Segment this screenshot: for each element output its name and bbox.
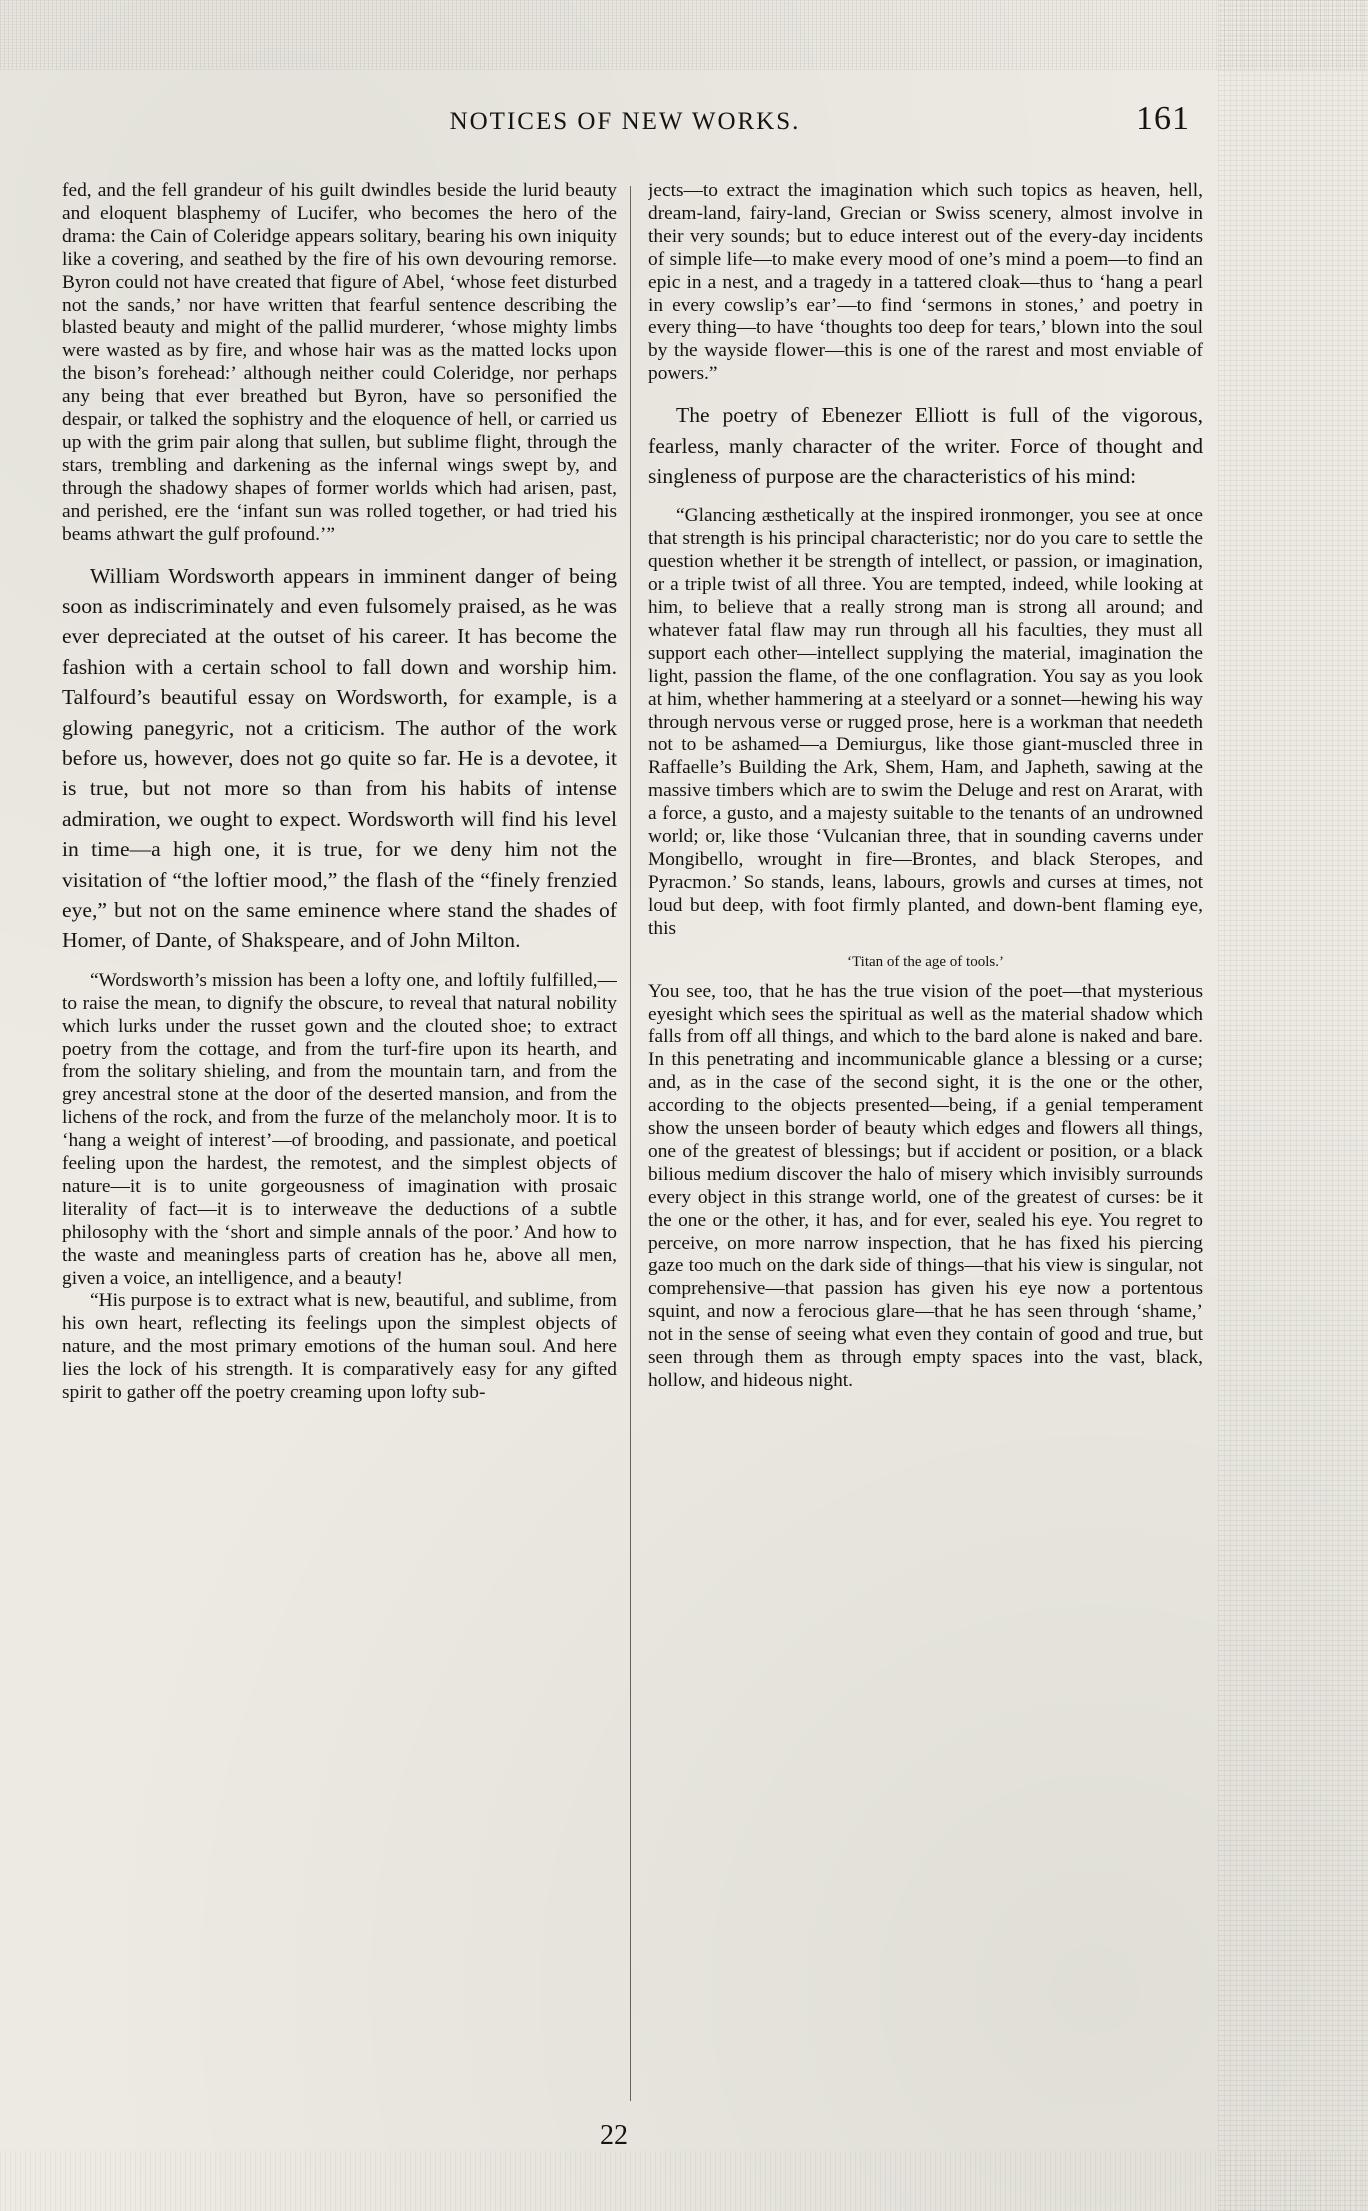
scan-noise-bottom: [0, 2151, 1368, 2211]
page-header: [60, 100, 1190, 148]
page-number: 161: [1136, 100, 1190, 137]
paragraph: jects—to extract the imagination which such topics as heaven, hell, dream-land, fairy-land, Grecian or Swiss scenery, almost involve in their very sounds; but to educe interest out of the every-day incidents of simple life—to make every mood of one’s mind a poem—to find an epic in a nest, and a tragedy in a tattered cloak—thus to ‘hang a pearl in every cowslip’s ear’—to find ‘sermons in stones,’ and poetry in every thing—to have ‘thoughts too deep for tears,’ blown into the soul by the wayside flower—this is one of the rarest and most enviable of powers.”: [648, 180, 1203, 385]
paragraph: You see, too, that he has the true vision of the poet—that mysterious eyesight which sees the spiritual as well as the material shadow which falls from off all things, and which to the bard alone is naked and bare. In this penetrating and incommunicable glance a blessing or a curse; and, as in the case of the second sight, it is the one or the other, according to the objects presented—being, if a genial temperament show the unseen border of beauty which edges and flowers all things, one of the greatest of blessings; but if accident or position, or a black bilious medium discover the halo of misery which invisibly surrounds every object in this strange world, one of the greatest of curses: be it the one or the other, it has, and for ever, sealed his eye. You regret to perceive, on more narrow inspection, that he has fixed his piercing gaze too much on the dark side of things—that his view is singular, not comprehensive—that passion has given his eye now a portentous squint, and now a ferocious glare—that he has seen through ‘shame,’ not in the sense of seeing what even they contain of good and true, but seen through them as through empty spaces into the vast, black, hollow, and hideous night.: [648, 980, 1203, 1391]
scan-noise-top: [0, 0, 1368, 70]
paragraph: “Glancing æsthetically at the inspired ironmonger, you see at once that strength is his principal characteristic; nor do you care to settle the question whether it be strength of intellect, or passion, or imagination, or a triple twist of all three. You are tempted, indeed, while looking at him, to believe that a really strong man is strong all around; and whatever fatal flaw may run through all his faculties, they must all support each other—intellect supplying the material, imagination the light, passion the flame, of the one conflagration. You say as you look at him, whether hammering at a steelyard or a sonnet—hewing his way through nervous verse or rugged prose, here is a workman that needeth not to be ashamed—a Demiurgus, like those giant-muscled three in Raffaelle’s Building the Ark, Shem, Ham, and Japheth, sawing at the massive timbers which are to swim the Deluge and rest on Ararat, with a force, a gusto, and a majesty suitable to the tenants of an undrowned world; or, like those ‘Vulcanian three, that in sounding caverns under Mongibello, wrought in fire—Brontes, and black Steropes, and Pyracmon.’ So stands, leans, labours, growls and curses at times, not loud but deep, with foot firmly planted, and down-bent flaming eye, this: [648, 505, 1203, 939]
left-column: [62, 180, 617, 2110]
paragraph: The poetry of Ebenezer Elliott is full of the vigorous, fearless, manly character of the writer. Force of thought and singleness of purpose are the characteristics of his mind:: [648, 403, 1203, 488]
running-head: NOTICES OF NEW WORKS.: [449, 108, 801, 135]
paragraph: “His purpose is to extract what is new, beautiful, and sublime, from his own heart, reflecting its feelings upon the simplest objects of nature, and the most primary emotions of the human soul. And here lies the lock of his strength. It is comparatively easy for any gifted spirit to gather off the poetry creaming upon lofty sub-: [62, 1290, 617, 1404]
verse-caption: ‘Titan of the age of tools.’: [847, 953, 1004, 970]
paragraph: fed, and the fell grandeur of his guilt dwindles beside the lurid beauty and eloquent blasphemy of Lucifer, who becomes the hero of the drama: the Cain of Coleridge appears solitary, bearing his own iniquity like a covering, and seathed by the fire of his own devouring remorse. Byron could not have created that figure of Abel, ‘whose feet disturbed not the sands,’ nor have written that fearful sentence describing the blasted beauty and might of the pallid murderer, ‘whose mighty limbs were wasted as by fire, and whose hair was as the matted locks upon the bison’s forehead:’ although neither could Coleridge, nor perhaps any being that ever breathed but Byron, have so personified the despair, or talked the sophistry and the eloquence of hell, or carried us up with the grim pair along that sullen, but sublime flight, through the stars, trembling and darkening as the infernal wings swept by, and through the shadowy shapes of former worlds which had arisen, past, and perished, ere the ‘infant sun was rolled together, or had tried his beams athwart the gulf profound.’”: [62, 180, 617, 545]
right-column: [648, 180, 1203, 2110]
scan-noise-right: [1218, 0, 1368, 2211]
paragraph: William Wordsworth appears in imminent danger of being soon as indiscriminately and even fulsomely praised, as he was ever depreciated at the outset of his career. It has become the fashion with a certain school to fall down and worship him. Talfourd’s beautiful essay on Wordsworth, for example, is a glowing panegyric, not a criticism. The author of the work before us, however, does not go quite so far. He is a devotee, it is true, but not more so than from his habits of intense admiration, we ought to expect. Wordsworth will find his level in time—a high one, it is true, for we deny him not the visitation of “the loftier mood,” the flash of the “finely frenzied eye,” but not on the same eminence where stand the shades of Homer, of Dante, of Shakspeare, and of John Milton.: [62, 563, 617, 953]
column-divider: [630, 186, 631, 2101]
signature-mark: 22: [600, 2120, 628, 2151]
paragraph: “Wordsworth’s mission has been a lofty one, and loftily fulfilled,—to raise the mean, to dignify the obscure, to reveal that natural nobility which lurks under the russet gown and the clouted shoe; to extract poetry from the cottage, and from the turf-fire upon its hearth, and from the solitary shieling, and from the mountain tarn, and from the grey ancestral stone at the door of the deserted mansion, and from the lichens of the rock, and from the furze of the melancholy moor. It is to ‘hang a weight of interest’—of brooding, and passionate, and poetical feeling upon the hardest, the remotest, and the simplest objects of nature—it is to unite gorgeousness of imagination with prosaic literality of fact—it is to interweave the deductions of a subtle philosophy with the ‘short and simple annals of the poor.’ And how to the waste and meaningless parts of creation has he, above all men, given a voice, an intelligence, and a beauty!: [62, 969, 617, 1289]
